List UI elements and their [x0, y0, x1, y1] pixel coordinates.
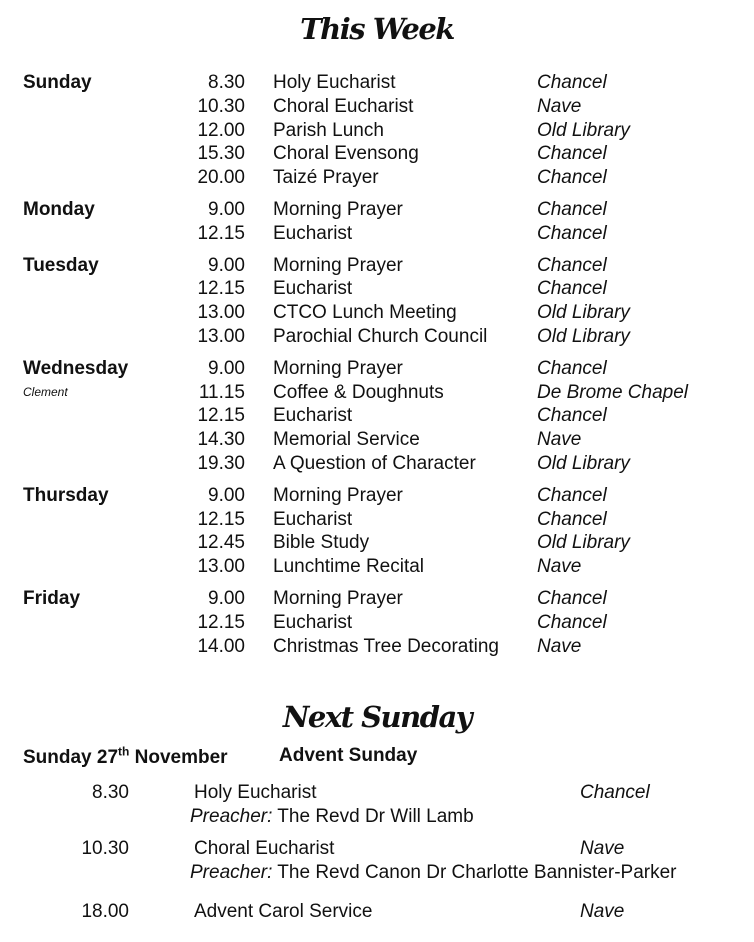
schedule-time: 19.30: [197, 453, 245, 474]
schedule-row: [0, 532, 754, 556]
service-place: Chancel: [580, 782, 650, 803]
schedule-event: Taizé Prayer: [273, 167, 379, 189]
schedule-row: [0, 223, 754, 247]
schedule-event: CTCO Lunch Meeting: [273, 302, 457, 324]
schedule-event: Christmas Tree Decorating: [273, 635, 499, 657]
schedule-time: 10.30: [197, 95, 245, 117]
schedule-place: Chancel: [537, 278, 607, 300]
schedule-time: 13.00: [197, 326, 245, 347]
schedule-event: Eucharist: [273, 405, 353, 427]
schedule-event: Eucharist: [273, 222, 353, 244]
schedule-place: Nave: [537, 556, 582, 578]
day-label: Sunday: [23, 72, 92, 93]
schedule-event: Choral Evensong: [273, 143, 419, 165]
schedule-event: Parochial Church Council: [273, 326, 488, 347]
service-place: Nave: [580, 901, 625, 922]
schedule-event: Parish Lunch: [273, 119, 384, 141]
next-sunday-name: Advent Sunday: [279, 745, 418, 766]
schedule-row: [0, 255, 754, 279]
schedule-place: Chancel: [537, 484, 607, 506]
schedule-time: 12.15: [197, 405, 245, 427]
schedule-event: Eucharist: [273, 611, 353, 633]
schedule-place: Old Library: [537, 119, 630, 141]
schedule-time: 12.45: [197, 532, 245, 554]
schedule-row: [0, 358, 754, 382]
schedule-row: [0, 167, 754, 191]
schedule-place: Nave: [537, 95, 582, 117]
schedule-place: Chancel: [537, 72, 607, 93]
schedule-event: Lunchtime Recital: [273, 556, 425, 578]
schedule-row: [0, 453, 754, 477]
schedule-place: Chancel: [537, 143, 607, 165]
schedule-row: [0, 143, 754, 167]
schedule-row: [0, 588, 754, 612]
schedule-time: 13.00: [197, 556, 245, 578]
schedule-time: 12.15: [197, 611, 245, 633]
schedule-place: Old Library: [537, 532, 630, 554]
schedule-place: Chancel: [537, 222, 607, 244]
schedule-time: 9.00: [208, 199, 245, 220]
schedule-place: Chancel: [537, 588, 607, 609]
schedule-event: Choral Eucharist: [273, 95, 414, 117]
schedule-row: [0, 72, 754, 96]
schedule-time: 9.00: [208, 484, 245, 506]
schedule-row: [0, 278, 754, 302]
schedule-place: Nave: [537, 635, 582, 657]
day-label: Tuesday: [23, 254, 99, 276]
service-event: Advent Carol Service: [194, 901, 373, 922]
day-label: Monday: [23, 199, 95, 220]
schedule-place: Chancel: [537, 611, 607, 633]
day-label: Friday: [23, 588, 81, 609]
schedule-row: [0, 405, 754, 429]
preacher-label: Preacher:: [190, 862, 273, 883]
schedule-time: 9.00: [208, 254, 245, 276]
schedule-place: Chancel: [537, 508, 607, 530]
schedule-row: [0, 120, 754, 144]
preacher-line: [190, 862, 677, 884]
schedule-time: 9.00: [208, 357, 245, 379]
schedule-time: 12.15: [197, 222, 245, 244]
schedule-time: 12.00: [197, 119, 245, 141]
schedule-time: 14.30: [197, 429, 245, 451]
service-time: 18.00: [81, 901, 129, 922]
schedule-row: [0, 96, 754, 120]
schedule-place: Chancel: [537, 167, 607, 189]
schedule-event: Morning Prayer: [273, 588, 403, 609]
next-sunday-heading: [23, 745, 418, 769]
schedule-time: 9.00: [208, 588, 245, 609]
schedule-place: Old Library: [537, 453, 630, 474]
service-time: 8.30: [92, 782, 129, 803]
schedule-time: 8.30: [208, 72, 245, 93]
schedule-row: [0, 326, 754, 350]
schedule-place: Old Library: [537, 326, 630, 347]
schedule-event: Coffee & Doughnuts: [273, 381, 444, 403]
preacher-name: The Revd Canon Dr Charlotte Bannister-Parker: [272, 862, 677, 883]
schedule-place: Chancel: [537, 254, 607, 276]
schedule-event: Eucharist: [273, 278, 353, 300]
schedule-time: 20.00: [197, 167, 245, 189]
schedule-time: 13.00: [197, 302, 245, 324]
schedule-event: Morning Prayer: [273, 357, 403, 379]
schedule-row: [0, 509, 754, 533]
schedule-event: Morning Prayer: [273, 484, 403, 506]
schedule-row: [0, 199, 754, 223]
service-place: Nave: [580, 838, 625, 859]
service-event: Holy Eucharist: [194, 782, 317, 803]
day-label: Wednesday: [23, 357, 129, 379]
day-label: Thursday: [23, 484, 109, 506]
schedule-event: A Question of Character: [273, 453, 476, 474]
schedule-row: [0, 485, 754, 509]
this-week-title: This Week: [300, 12, 454, 46]
schedule-row: [0, 302, 754, 326]
schedule-time: 15.30: [197, 143, 245, 165]
schedule-event: Bible Study: [273, 532, 370, 554]
schedule-event: Holy Eucharist: [273, 72, 396, 93]
schedule-time: 12.15: [197, 508, 245, 530]
schedule-row: [0, 429, 754, 453]
preacher-name: The Revd Dr Will Lamb: [272, 806, 474, 827]
schedule-place: Nave: [537, 429, 582, 451]
schedule-place: Chancel: [537, 357, 607, 379]
schedule-time: 14.00: [197, 635, 245, 657]
service-time: 10.30: [81, 838, 129, 859]
schedule-row: [0, 556, 754, 580]
schedule-place: Chancel: [537, 405, 607, 427]
schedule-row: [0, 636, 754, 660]
schedule-event: Eucharist: [273, 508, 353, 530]
schedule-time: 12.15: [197, 278, 245, 300]
preacher-line: [190, 806, 474, 828]
preacher-label: Preacher:: [190, 806, 273, 827]
next-sunday-date: Sunday 27th November: [23, 745, 228, 769]
schedule-event: Morning Prayer: [273, 254, 403, 276]
service-event: Choral Eucharist: [194, 838, 335, 859]
next-sunday-title: Next Sunday: [282, 700, 472, 734]
schedule-time: 11.15: [198, 381, 245, 403]
schedule-place: De Brome Chapel: [537, 381, 689, 403]
schedule-place: Chancel: [537, 199, 607, 220]
schedule-event: Memorial Service: [273, 429, 420, 451]
schedule-row: [0, 382, 754, 406]
feast-label: Clement: [23, 384, 68, 399]
schedule-event: Morning Prayer: [273, 199, 403, 220]
schedule-place: Old Library: [537, 302, 630, 324]
schedule-row: [0, 612, 754, 636]
